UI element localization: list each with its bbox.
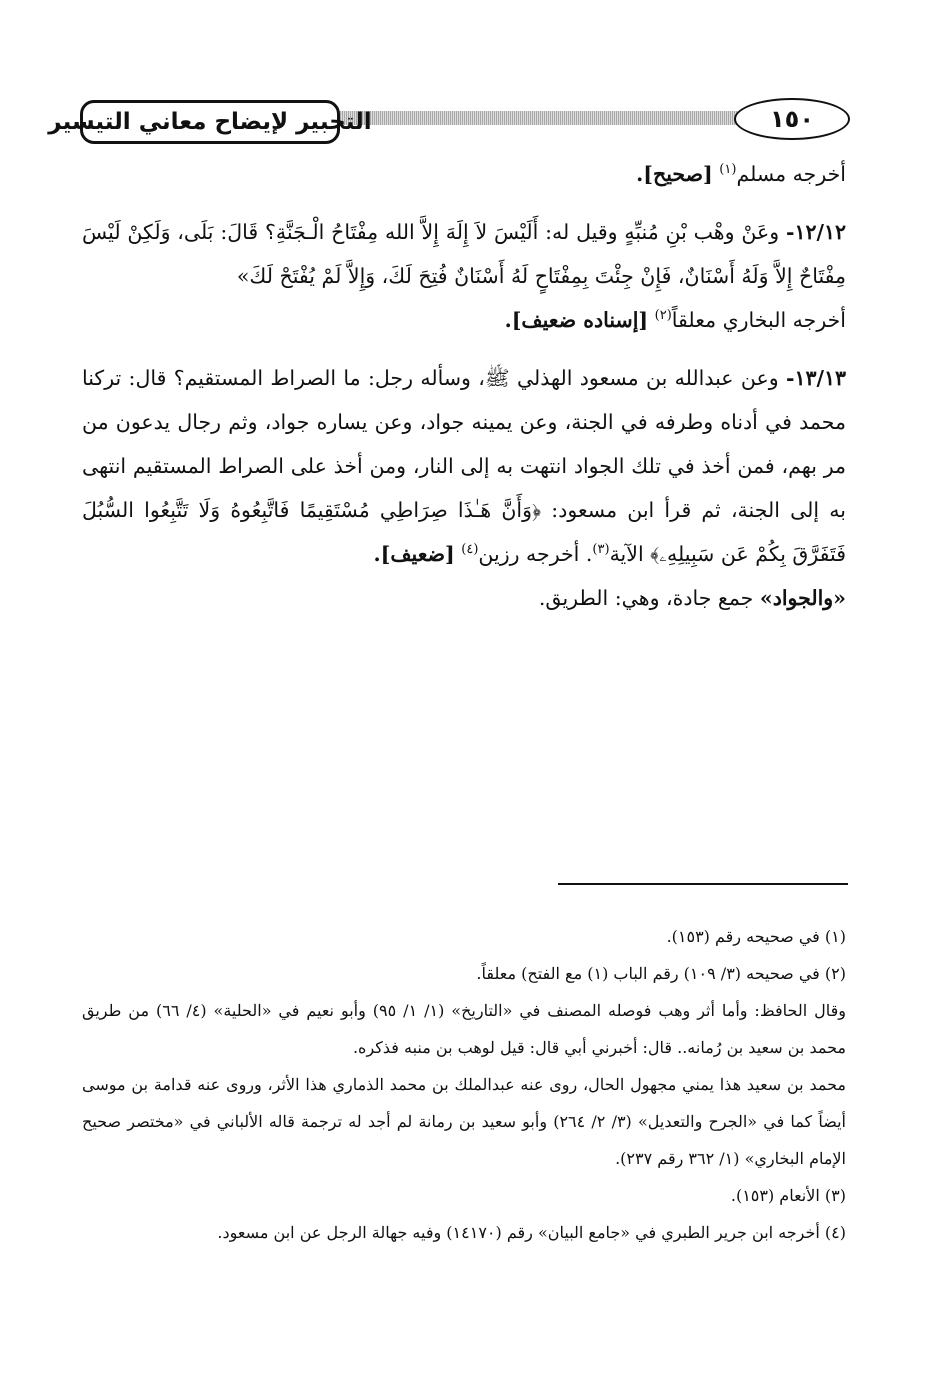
gloss-definition: جمع جادة، وهي: الطريق. bbox=[538, 586, 754, 610]
gloss-term: «والجواد» bbox=[759, 586, 846, 610]
page-number: ١٥٠ bbox=[770, 105, 814, 133]
hadith-12 bbox=[82, 210, 846, 342]
hadith-12-text: وعَنْ وهْب بْنِ مُنبِّهٍ وقيل له: أَلَيْسَ لاَ إِلَهَ إِلاَّ الله مِفْتَاحُ الْـجَنَّةِ؟ قَالَ: بَلَى، وَلَكِنْ لَيْسَ مِفْتَاحٌ إِلاَّ وَلَهُ أَسْنَانٌ، فَإِنْ جِئْتَ بِمِفْتَاحٍ لَهُ أَسْنَانٌ فُتِحَ لَكَ، وَإِلاَّ لَمْ يُفْتَحْ لَكَ» bbox=[82, 220, 846, 288]
book-title: التحبير لإيضاح معاني التيسير bbox=[48, 109, 372, 135]
footnote-ref-1[interactable]: (١) bbox=[719, 162, 737, 178]
footnote-2: (٢) في صحيحه (٣/ ١٠٩) رقم الباب (١) مع الفتح) معلقاً. bbox=[476, 964, 846, 983]
hadith-13-number: ١٣/١٣- bbox=[785, 366, 846, 390]
footnote-2-commentary: محمد بن سعيد هذا يمني مجهول الحال، روى عنه عبدالملك بن محمد الذماري هذا الأثر، وروى عنه قدامة بن موسى أيضاً كما في «الجرح والتعديل» (٣/ ٢/ ٢٦٤) وأبو سعيد بن رمانة لم أجد له ترجمة قاله الألباني في «مختصر صحيح الإمام البخاري» (١/ ٣٦٢ رقم ٢٣٧). bbox=[82, 1075, 846, 1168]
footnote-ref-4[interactable]: (٤) bbox=[461, 542, 479, 558]
footnote-separator bbox=[558, 883, 848, 885]
book-title-box bbox=[48, 100, 372, 144]
hadith-13-text: وعن عبدالله بن مسعود الهذلي ﷺ، وسأله رجل: ما الصراط المستقيم؟ قال: تركنا محمد في أدناه وطرفه في الجنة، وعن يمينه جواد، وعن يساره جواد، وثم رجال يدعون من مر بهم، فمن أخذ في تلك الجواد انتهت به إلى النار، ومن أخذ على الصراط المستقيم انتهى به إلى الجنة، ثم قرأ ابن مسعود: ﴿وَأَنَّ هَـٰذَا صِرَاطِي مُسْتَقِيمًا فَاتَّبِعُوهُ وَلَا تَتَّبِعُوا السُّبُلَ فَتَفَرَّقَ بِكُمْ عَن سَبِيلِهِۦ﴾ الآية bbox=[82, 366, 846, 566]
footnote-2-continued: وقال الحافظ: وأما أثر وهب فوصله المصنف في «التاريخ» (١/ ١/ ٩٥) وأبو نعيم في «الحلية» (٤/ ٦٦) من طريق محمد بن سعيد بن رُمانه.. قال: أخبرني أبي قال: قيل لوهب بن منبه فذكره. bbox=[82, 1001, 847, 1057]
intro-paragraph bbox=[82, 152, 846, 196]
footnote-ref-3[interactable]: (٣) bbox=[592, 542, 610, 558]
intro-source: أخرجه مسلم bbox=[736, 162, 846, 186]
footnote-3: (٣) الأنعام (١٥٣). bbox=[730, 1186, 846, 1205]
hadith-13-source: . أخرجه رزين bbox=[478, 542, 593, 566]
hadith-12-source: أخرجه البخاري معلقاً bbox=[671, 308, 846, 332]
gloss-paragraph bbox=[82, 576, 846, 620]
page-header bbox=[48, 96, 850, 150]
hadith-13 bbox=[82, 356, 846, 576]
footnote-ref-2[interactable]: (٢) bbox=[654, 308, 672, 324]
grade-sahih: [صحيح]. bbox=[636, 162, 713, 186]
grade-daif: [ضعيف]. bbox=[373, 542, 455, 566]
header-decorative-band bbox=[330, 111, 745, 125]
grade-isnad-daif: [إسناده ضعيف]. bbox=[504, 308, 649, 332]
main-text bbox=[82, 152, 846, 620]
footnote-1: (١) في صحيحه رقم (١٥٣). bbox=[666, 927, 846, 946]
hadith-12-number: ١٢/١٢- bbox=[785, 220, 846, 244]
footnotes bbox=[82, 918, 846, 1251]
page-number-badge bbox=[734, 98, 850, 140]
footnote-4: (٤) أخرجه ابن جرير الطبري في «جامع البيان» رقم (١٤١٧٠) وفيه جهالة الرجل عن ابن مسعود. bbox=[217, 1223, 846, 1242]
